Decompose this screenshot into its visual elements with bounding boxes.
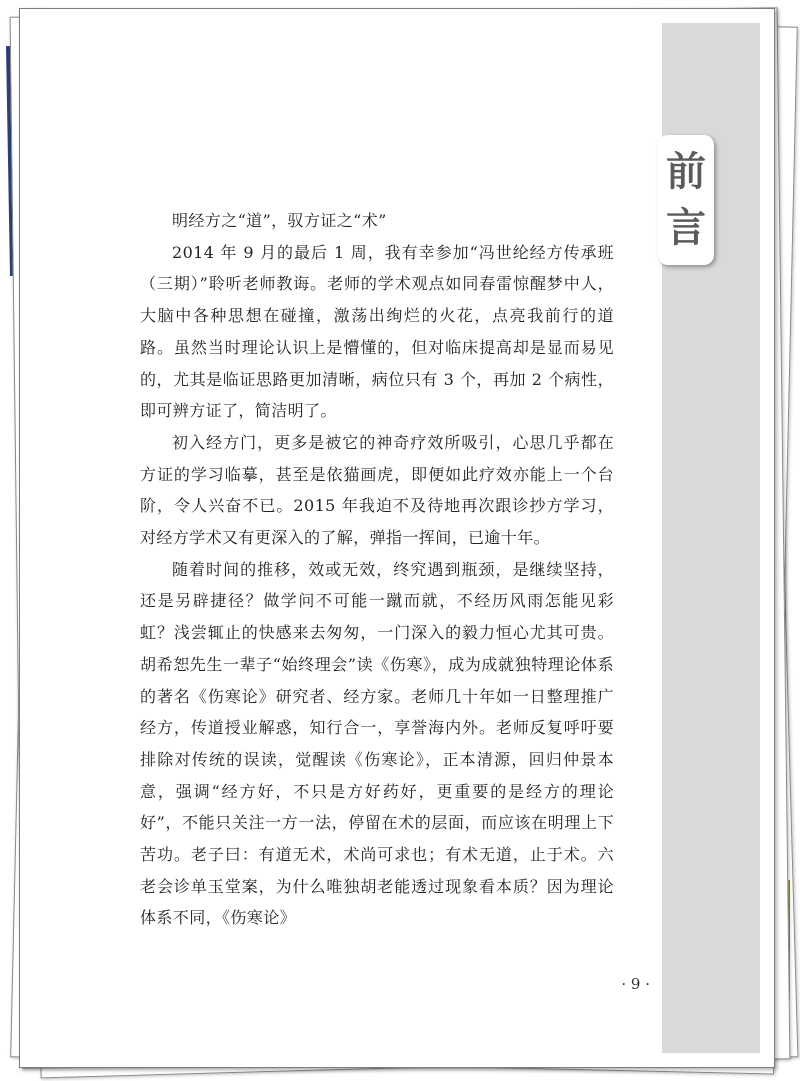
chapter-title-char-1: 前 — [666, 149, 706, 195]
body-text — [140, 205, 614, 934]
document-page — [19, 8, 775, 1068]
paragraph: 2014 年 9 月的最后 1 周，我有幸参加“冯世纶经方传承班（三期）”聆听老师教诲。老师的学术观点如同春雷惊醒梦中人，大脑中各种思想在碰撞，激荡出绚烂的火花，点亮我前行的道路。虽然当时理论认识上是懵懂的，但对临床提高却是显而易见的，尤其是临证思路更加清晰，病位只有 3 个，再加 2 个病性，即可辨方证了，简洁明了。 — [140, 242, 614, 421]
chapter-title-char-2: 言 — [666, 205, 706, 251]
paragraph: 随着时间的推移，效或无效，终究遇到瓶颈，是继续坚持，还是另辟捷径？做学问不可能一蹴而就，不经历风雨怎能见彩虹？浅尝辄止的快感来去匆匆，一门深入的毅力恒心尤其可贵。胡希恕先生一辈子“始终理会”读《伤寒》，成为成就独特理论体系的著名《伤寒论》研究者、经方家。老师几十年如一日整理推广经方，传道授业解惑，知行合一，享誉海内外。老师反复呼吁要排除对传统的误读，觉醒读《伤寒论》，正本清源，回归仲景本意，强调“经方好，不只是方好药好，更重要的是经方的理论好”，不能只关注一方一法，停留在术的层面，而应该在明理上下苦功。老子曰：有道无术，术尚可求也；有术无道，止于术。六老会诊单玉堂案，为什么唯独胡老能透过现象看本质？因为理论体系不同，《伤寒论》 — [140, 559, 614, 928]
chapter-title-tab — [658, 135, 714, 265]
page-number: · 9 · — [621, 975, 650, 993]
paragraph: 初入经方门，更多是被它的神奇疗效所吸引，心思几乎都在方证的学习临摹，甚至是依猫画虎，即便如此疗效亦能上一个台阶，令人兴奋不已。2015 年我迫不及待地再次跟诊抄方学习，对经方学术又有更深入的了解，弹指一挥间，已逾十年。 — [140, 432, 614, 548]
section-heading: 明经方之“道”，驭方证之“术” — [172, 211, 387, 230]
